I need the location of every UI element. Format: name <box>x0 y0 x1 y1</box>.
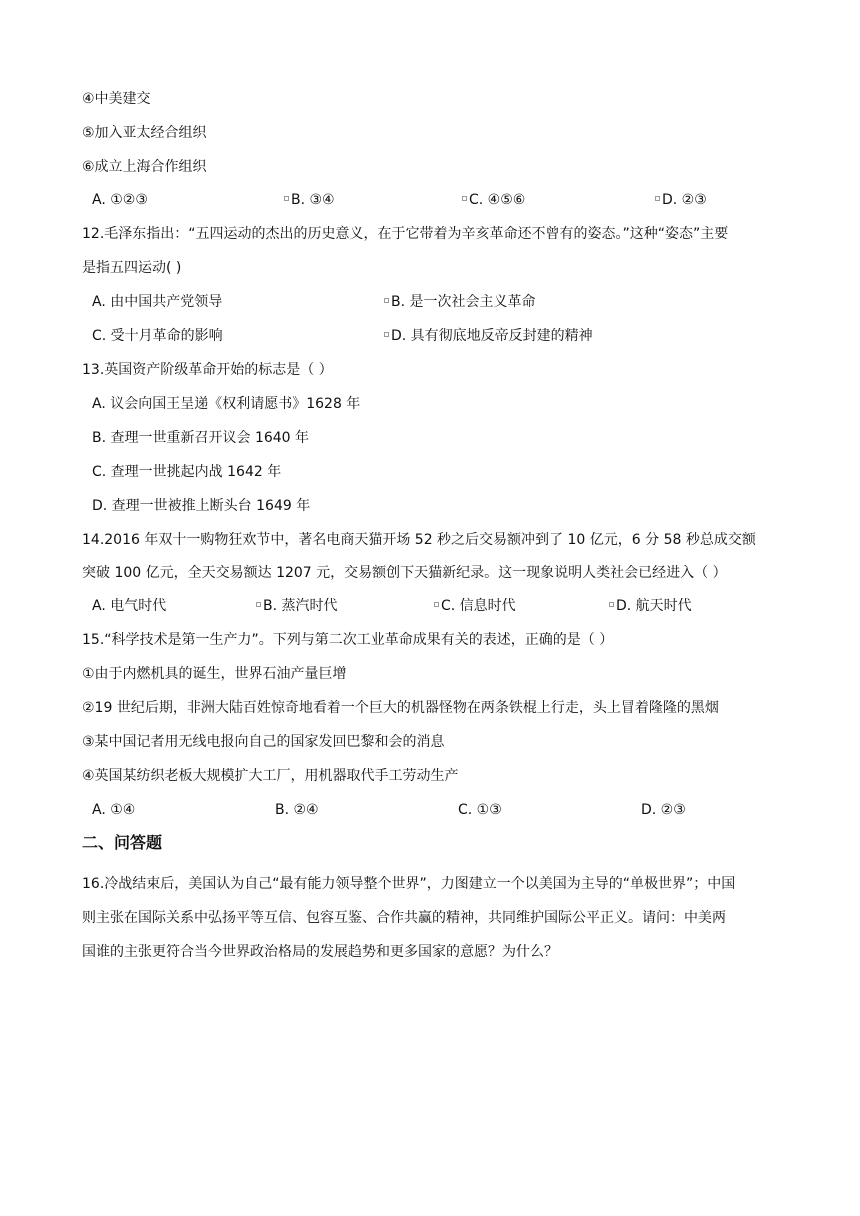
q16-stem-line1: 16.冷战结束后，美国认为自己“最有能力领导整个世界”，力图建立一个以美国为主导的“单极世界”；中国 <box>82 876 736 892</box>
q12-stem-line2: 是指五四运动( ) <box>82 260 182 276</box>
q14-option-b <box>256 596 338 616</box>
section-title-qa: 二、问答题 <box>82 833 163 852</box>
q13-option-d: D. 查理一世被推上断头台 1649 年 <box>92 498 311 514</box>
q14-option-c-text: C. 信息时代 <box>441 598 516 614</box>
q15-item-3: ③某中国记者用无线电报向自己的国家发回巴黎和会的消息 <box>82 734 445 750</box>
q13-option-a: A. 议会向国王呈递《权利请愿书》1628 年 <box>92 396 361 412</box>
q12-stem-line1: 12.毛泽东指出：“五四运动的杰出的历史意义，在于它带着为辛亥革命还不曾有的姿态。”这种“姿态”主要 <box>82 226 729 242</box>
option-marker-icon <box>655 196 660 201</box>
q11-option-d-text: D. ②③ <box>662 192 707 208</box>
q14-option-d-text: D. 航天时代 <box>616 598 692 614</box>
q12-option-b <box>384 292 536 312</box>
q11-option-c <box>462 190 525 210</box>
q15-option-b: B. ②④ <box>275 802 319 818</box>
q15-item-4: ④英国某纺织老板大规模扩大工厂，用机器取代手工劳动生产 <box>82 768 459 784</box>
q14-option-d <box>609 596 692 616</box>
q12-option-d-text: D. 具有彻底地反帝反封建的精神 <box>391 328 593 344</box>
q11-option-b <box>284 190 335 210</box>
q14-stem-line1: 14.2016 年双十一购物狂欢节中，著名电商天猫开场 52 秒之后交易额冲到了 10 亿元，6 分 58 秒总成交额 <box>82 532 756 548</box>
q12-option-a: A. 由中国共产党领导 <box>92 294 223 310</box>
q13-stem: 13.英国资产阶级革命开始的标志是（ ） <box>82 362 333 378</box>
q11-item-4: ④中美建交 <box>82 91 151 107</box>
option-marker-icon <box>609 602 614 607</box>
q11-item-6: ⑥成立上海合作组织 <box>82 159 207 175</box>
q15-item-2: ②19 世纪后期，非洲大陆百姓惊奇地看着一个巨大的机器怪物在两条铁棍上行走，头上冒着隆隆的黑烟 <box>82 700 719 716</box>
q15-option-c: C. ①③ <box>458 802 502 818</box>
q15-option-d: D. ②③ <box>641 802 686 818</box>
option-marker-icon <box>256 602 261 607</box>
option-marker-icon <box>462 196 467 201</box>
q11-item-5: ⑤加入亚太经合组织 <box>82 125 207 141</box>
q11-option-b-text: B. ③④ <box>291 192 335 208</box>
q15-item-1: ①由于内燃机具的诞生，世界石油产量巨增 <box>82 666 347 682</box>
option-marker-icon <box>284 196 289 201</box>
q11-option-d <box>655 190 707 210</box>
q14-option-b-text: B. 蒸汽时代 <box>263 598 338 614</box>
q11-option-a: A. ①②③ <box>92 192 148 208</box>
q15-stem: 15.“科学技术是第一生产力”。下列与第二次工业革命成果有关的表述，正确的是（ ） <box>82 632 614 648</box>
q13-option-c: C. 查理一世挑起内战 1642 年 <box>92 464 282 480</box>
option-marker-icon <box>384 298 389 303</box>
option-marker-icon <box>434 602 439 607</box>
q13-option-b: B. 查理一世重新召开议会 1640 年 <box>92 430 310 446</box>
q16-stem-line3: 国谁的主张更符合当今世界政治格局的发展趋势和更多国家的意愿？为什么？ <box>82 944 558 960</box>
q11-option-c-text: C. ④⑤⑥ <box>469 192 526 208</box>
q16-stem-line2: 则主张在国际关系中弘扬平等互信、包容互鉴、合作共赢的精神，共同维护国际公平正义。请问：中美两 <box>82 910 726 926</box>
q12-option-d <box>384 326 593 346</box>
q12-option-c: C. 受十月革命的影响 <box>92 328 223 344</box>
q15-option-a: A. ①④ <box>92 802 136 818</box>
q14-stem-line2: 突破 100 亿元，全天交易额达 1207 元，交易额创下天猫新纪录。这一现象说明人类社会已经进入（ ） <box>82 565 727 581</box>
q12-option-b-text: B. 是一次社会主义革命 <box>391 294 536 310</box>
option-marker-icon <box>384 332 389 337</box>
q14-option-c <box>434 596 516 616</box>
q14-option-a: A. 电气时代 <box>92 598 167 614</box>
